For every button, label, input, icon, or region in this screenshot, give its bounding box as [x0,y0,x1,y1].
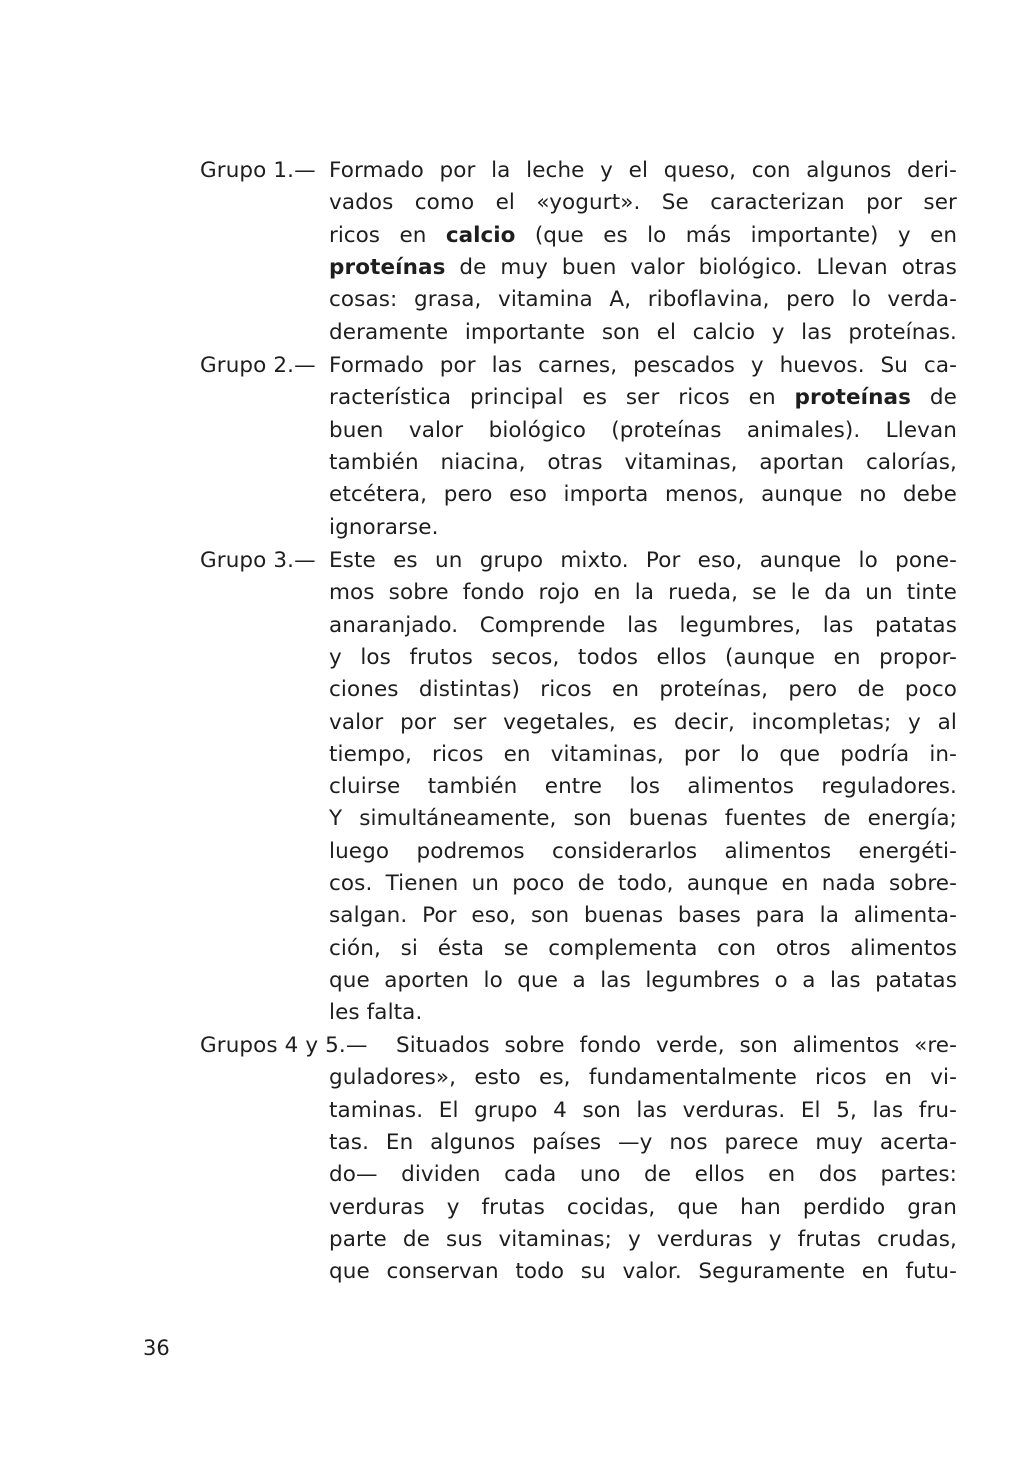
text-line: Este es un grupo mixto. Por eso, aunque lo pone- [329,548,957,573]
text-line: buen valor biológico (proteínas animales). Llevan [329,417,957,443]
text-line: Formado por la leche y el queso, con algunos deri- [329,158,957,183]
text-line: mos sobre fondo rojo en la rueda, se le da un tinte [329,580,957,606]
text-line: parte de sus vitaminas; y verduras y frutas crudas, [329,1226,957,1252]
text-line: ción, si ésta se complementa con otros alimentos [329,935,957,961]
bold-term: proteínas [794,385,912,411]
text-line: tas. En algunos países —y nos parece muy acerta- [329,1129,957,1155]
text-line: que aporten lo que a las legumbres o a las patatas [329,967,957,993]
text-line: luego podremos considerarlos alimentos energéti- [329,838,957,864]
text-line: vados como el «yogurt». Se caracterizan por ser [329,190,957,216]
text-line: salgan. Por eso, son buenas bases para la alimenta- [329,903,957,929]
page-number: 36 [143,1336,170,1360]
group-3-label: Grupo 3.— [200,548,316,573]
text-line: que conservan todo su valor. Seguramente en futu- [329,1259,957,1285]
text-line: ciones distintas) ricos en proteínas, pero de poco [329,677,957,703]
text-line: tiempo, ricos en vitaminas, por lo que podría in- [329,741,957,767]
text-line: ricos en calcio (que es lo más importante) y en [329,222,957,248]
bold-term: calcio [445,222,516,248]
text-line: anaranjado. Comprende las legumbres, las patatas [329,612,957,638]
text-line: cosas: grasa, vitamina A, riboflavina, pero lo verda- [329,287,957,313]
text-line: Y simultáneamente, son buenas fuentes de energía; [329,806,957,832]
text-line: y los frutos secos, todos ellos (aunque en propor- [329,644,957,670]
text-line: proteínas de muy buen valor biológico. Llevan otras [329,254,957,280]
text-line: Situados sobre fondo verde, son alimentos «re- [396,1033,957,1058]
text-line: les falta. [329,1000,423,1026]
text-line: verduras y frutas cocidas, que han perdido gran [329,1194,957,1220]
text-line: etcétera, pero eso importa menos, aunque no debe [329,482,957,508]
bold-term: proteínas [329,254,446,280]
text-line: guladores», esto es, fundamentalmente ricos en vi- [329,1065,957,1091]
group-1-label: Grupo 1.— [200,158,316,183]
text-line: cluirse también entre los alimentos reguladores. [329,774,957,800]
text-line: cos. Tienen un poco de todo, aunque en nada sobre- [329,871,957,896]
text-line: ignorarse. [329,514,439,540]
group-4-5-label: Grupos 4 y 5.— [200,1033,368,1058]
text-line: taminas. El grupo 4 son las verduras. El 5, las fru- [329,1097,957,1123]
text-line: valor por ser vegetales, es decir, incompletas; y al [329,709,957,735]
text-line: do— dividen cada uno de ellos en dos partes: [329,1162,957,1188]
group-2-label: Grupo 2.— [200,353,316,378]
text-line: también niacina, otras vitaminas, aportan calorías, [329,449,957,475]
text-line: racterística principal es ser ricos en proteínas de [329,385,957,411]
text-line: deramente importante son el calcio y las proteínas. [329,319,957,345]
text-line: Formado por las carnes, pescados y huevos. Su ca- [329,353,957,378]
